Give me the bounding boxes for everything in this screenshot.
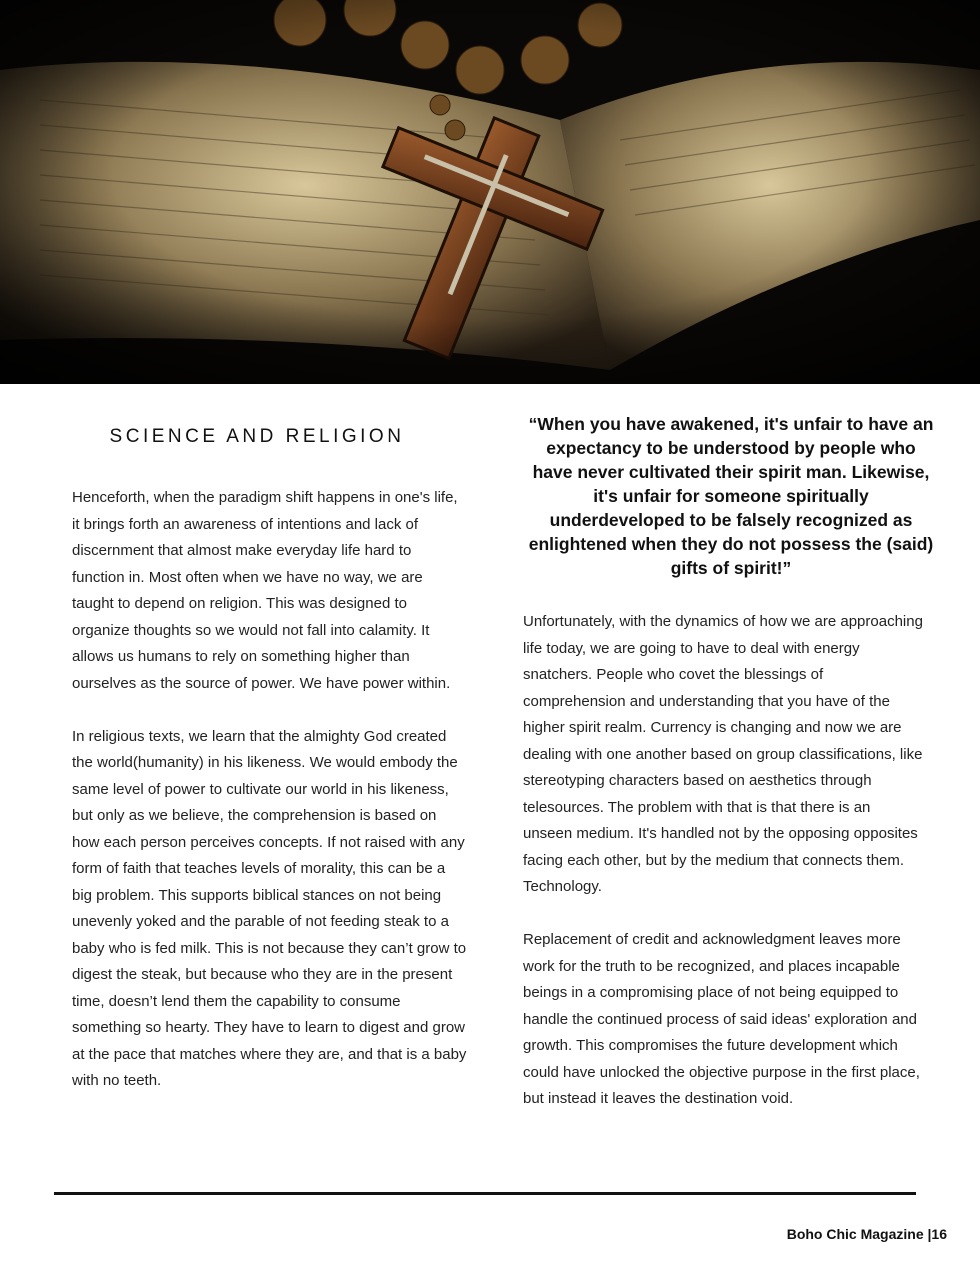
footer-separator: | [927,1226,932,1242]
divider-rule [54,1192,916,1195]
left-column [72,485,467,1121]
body-paragraph: Replacement of credit and acknowledgment leaves more work for the truth to be recognized, and places incapable beings in a compromising place of not being equipped to handle the continued process of said ideas' exploration and growth. This compromises the future development which could have unlocked the objective purpose in the first place, but instead it leaves the destination void. [523,931,920,1107]
body-paragraph: Henceforth, when the paradigm shift happens in one's life, it brings forth an awareness of intentions and lack of discernment that almost make everyday life hard to function in. Most often when we have no way, we are taught to depend on religion. This was designed to organize thoughts so we would not fall into calamity. It allows us humans to rely on something higher than ourselves as the source of power. We have power within. [72,489,458,692]
body-paragraph: In religious texts, we learn that the almighty God created the world(humanity) in his likeness. We would embody the same level of power to cultivate our world in his likeness, but only as we believe, the comprehension is based on how each person perceives concepts. If not raised with any form of faith that teaches levels of morality, this can be a big problem. This supports biblical stances on not being unevenly yoked and the parable of not feeding steak to a baby who is fed milk. This is not because they can’t grow to digest the steak, but because who they are in the present time, doesn’t lend them the capability to consume something so hearty. They have to learn to digest and grow at the pace that matches where they are, and that is a baby with no teeth. [72,727,467,1089]
article-heading: SCIENCE AND RELIGION [109,426,405,447]
right-column [523,609,923,1139]
body-paragraph: Unfortunately, with the dynamics of how we are approaching life today, we are going to have to deal with energy snatchers. People who covet the blessings of comprehension and understanding that you have of the higher spirit realm. Currency is changing and now we are dealing with one another based on group classifications, like stereotyping characters based on aesthetics through telesources. The problem with that is that there is an unseen medium. It's handled not by the opposing opposites facing each other, but by the medium that connects them. Technology. [523,613,923,895]
magazine-name: Boho Chic Magazine [786,1226,924,1242]
bible-crucifix-illustration [0,0,980,384]
page-number: 16 [931,1226,947,1242]
hero-image-bible-rosary [0,0,980,384]
pull-quote: “When you have awakened, it's unfair to have an expectancy to be understood by people who have never cultivated their spirit man. Likewise, it's unfair for someone spiritually underdeveloped to be falsely recognized as enlightened when they do not possess the (said) gifts of spirit!” [528,414,934,578]
page-footer [787,1226,947,1242]
